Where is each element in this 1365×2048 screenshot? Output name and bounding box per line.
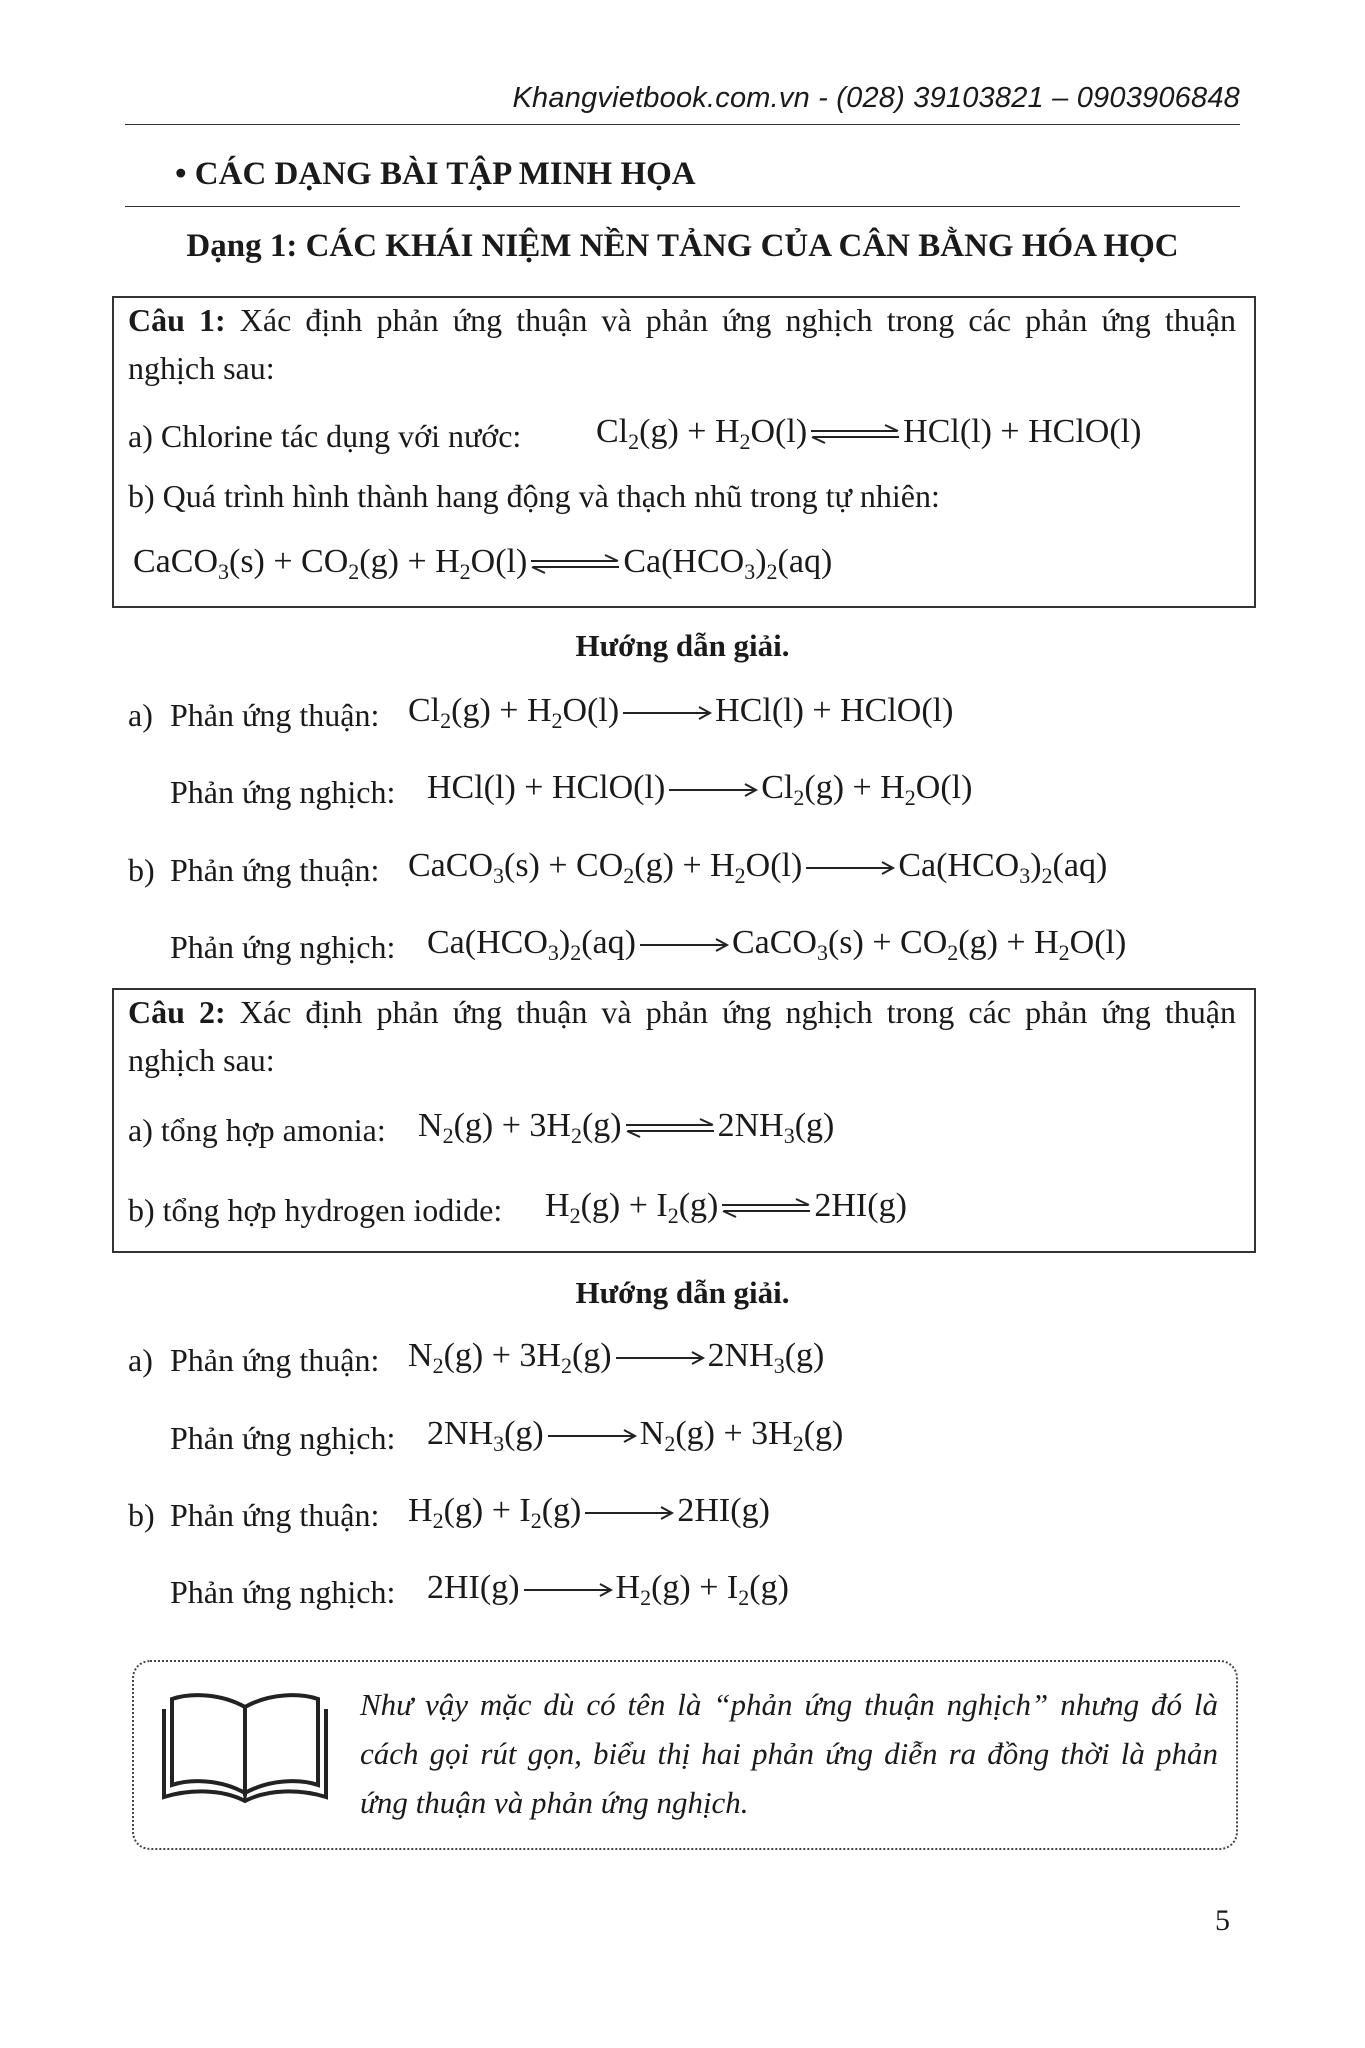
question-1-body: Xác định phản ứng thuận và phản ứng nghịch trong các phản ứng thuận nghịch sau: <box>128 302 1237 386</box>
sol2-a-prefix: a) <box>128 1342 153 1378</box>
q2-a-label: a) tổng hợp amonia: <box>128 1112 386 1148</box>
q2-b-equation: $H_2(g) + I_2(g)$ 2HI(g) <box>545 1187 907 1228</box>
dang-title: Dạng 1: CÁC KHÁI NIỆM NỀN TẢNG CỦA CÂN BẰNG HÓA HỌC <box>186 228 1179 264</box>
solution-2-title: Hướng dẫn giải. <box>575 1275 790 1310</box>
equilibrium-arrow-icon <box>720 1198 812 1218</box>
right-arrow-icon <box>522 1580 614 1600</box>
equilibrium-arrow-icon <box>529 554 621 574</box>
sol1-a-reverse-equation: HCl(l) + HClO(l) $Cl_2(g) + H_2O(l)$ <box>427 769 973 810</box>
right-arrow-icon <box>638 935 730 955</box>
sol1-a-forward-equation: $Cl_2(g) + H_2O(l) HCl(l)$ + HClO(l) <box>408 692 954 733</box>
section-rule <box>125 206 1240 207</box>
q1-a-label: a) Chlorine tác dụng với nước: <box>128 418 522 454</box>
equilibrium-arrow-icon <box>809 424 901 444</box>
sol1-b-reverse-equation: $Ca(HCO_3)_2(aq)$ CaCO$_3$(s) + $CO_2(g) + H_2O(l)$ <box>427 924 1127 965</box>
question-2-label: Câu 2: <box>128 994 226 1030</box>
right-arrow-icon <box>583 1503 675 1523</box>
sol2-b-forward-equation: $H_2(g) + I_2(g)$ 2HI(g) <box>408 1492 770 1533</box>
sol2-a-reverse-equation: $2NH_3(g) N_2(g) + 3H_2(g)$ <box>427 1415 844 1456</box>
q1-b-equation: CaCO$_3$(s) + $CO_2(g) + H_2O(l)$ $Ca(HCO_3)_2(aq)$ <box>133 543 833 584</box>
right-arrow-icon <box>667 780 759 800</box>
sol1-b-forward-equation: CaCO$_3$(s) + $CO_2(g) + H_2O(l)$ $Ca(HCO_3)_2(aq)$ <box>408 847 1108 888</box>
header-contact: Khangvietbook.com.vn - (028) 39103821 – 0903906848 <box>512 82 1240 114</box>
page-number: 5 <box>1215 1904 1230 1937</box>
sol2-a-reverse-label: Phản ứng nghịch: <box>170 1420 396 1456</box>
sol1-a-prefix: a) <box>128 697 153 733</box>
question-2-body: Xác định phản ứng thuận và phản ứng nghịch trong các phản ứng thuận nghịch sau: <box>128 994 1237 1078</box>
sol1-b-forward-label: Phản ứng thuận: <box>170 852 380 888</box>
sol1-a-forward-label: Phản ứng thuận: <box>170 697 380 733</box>
right-arrow-icon <box>614 1348 706 1368</box>
note-text: Như vậy mặc dù có tên là “phản ứng thuận nghịch” nhưng đó là cách gọi rút gọn, biểu thị hai phản ứng diễn ra đồng thời là phản ứng thuận và phản ứng nghịch. <box>360 1687 1218 1820</box>
sol1-b-reverse-label: Phản ứng nghịch: <box>170 929 396 965</box>
right-arrow-icon <box>804 858 896 878</box>
question-2-text <box>128 988 1236 1084</box>
section-title: • CÁC DẠNG BÀI TẬP MINH HỌA <box>175 156 696 192</box>
right-arrow-icon <box>621 703 713 723</box>
sol2-b-prefix: b) <box>128 1497 155 1533</box>
sol2-b-forward-label: Phản ứng thuận: <box>170 1497 380 1533</box>
q1-a-equation: $Cl_2(g) + H_2O(l) HCl(l)$ + HClO(l) <box>596 413 1142 454</box>
question-1-text <box>128 296 1236 392</box>
sol2-a-forward-equation: $N_2(g) + 3H_2(g)$ $2NH_3(g)$ <box>408 1337 825 1378</box>
right-arrow-icon <box>546 1426 638 1446</box>
equilibrium-arrow-icon <box>624 1118 716 1138</box>
open-book-icon <box>160 1685 330 1805</box>
sol2-b-reverse-label: Phản ứng nghịch: <box>170 1574 396 1610</box>
sol2-b-reverse-equation: 2HI(g) $H_2(g) + I_2(g)$ <box>427 1569 789 1610</box>
sol1-b-prefix: b) <box>128 852 155 888</box>
question-1-label: Câu 1: <box>128 302 226 338</box>
solution-1-title: Hướng dẫn giải. <box>575 628 790 663</box>
header-rule <box>125 124 1240 125</box>
q2-b-label: b) tổng hợp hydrogen iodide: <box>128 1192 503 1228</box>
q1-b-label: b) Quá trình hình thành hang động và thạch nhũ trong tự nhiên: <box>128 478 940 514</box>
q2-a-equation: $N_2(g) + 3H_2(g)$ $2NH_3(g)$ <box>418 1107 835 1148</box>
sol1-a-reverse-label: Phản ứng nghịch: <box>170 774 396 810</box>
sol2-a-forward-label: Phản ứng thuận: <box>170 1342 380 1378</box>
